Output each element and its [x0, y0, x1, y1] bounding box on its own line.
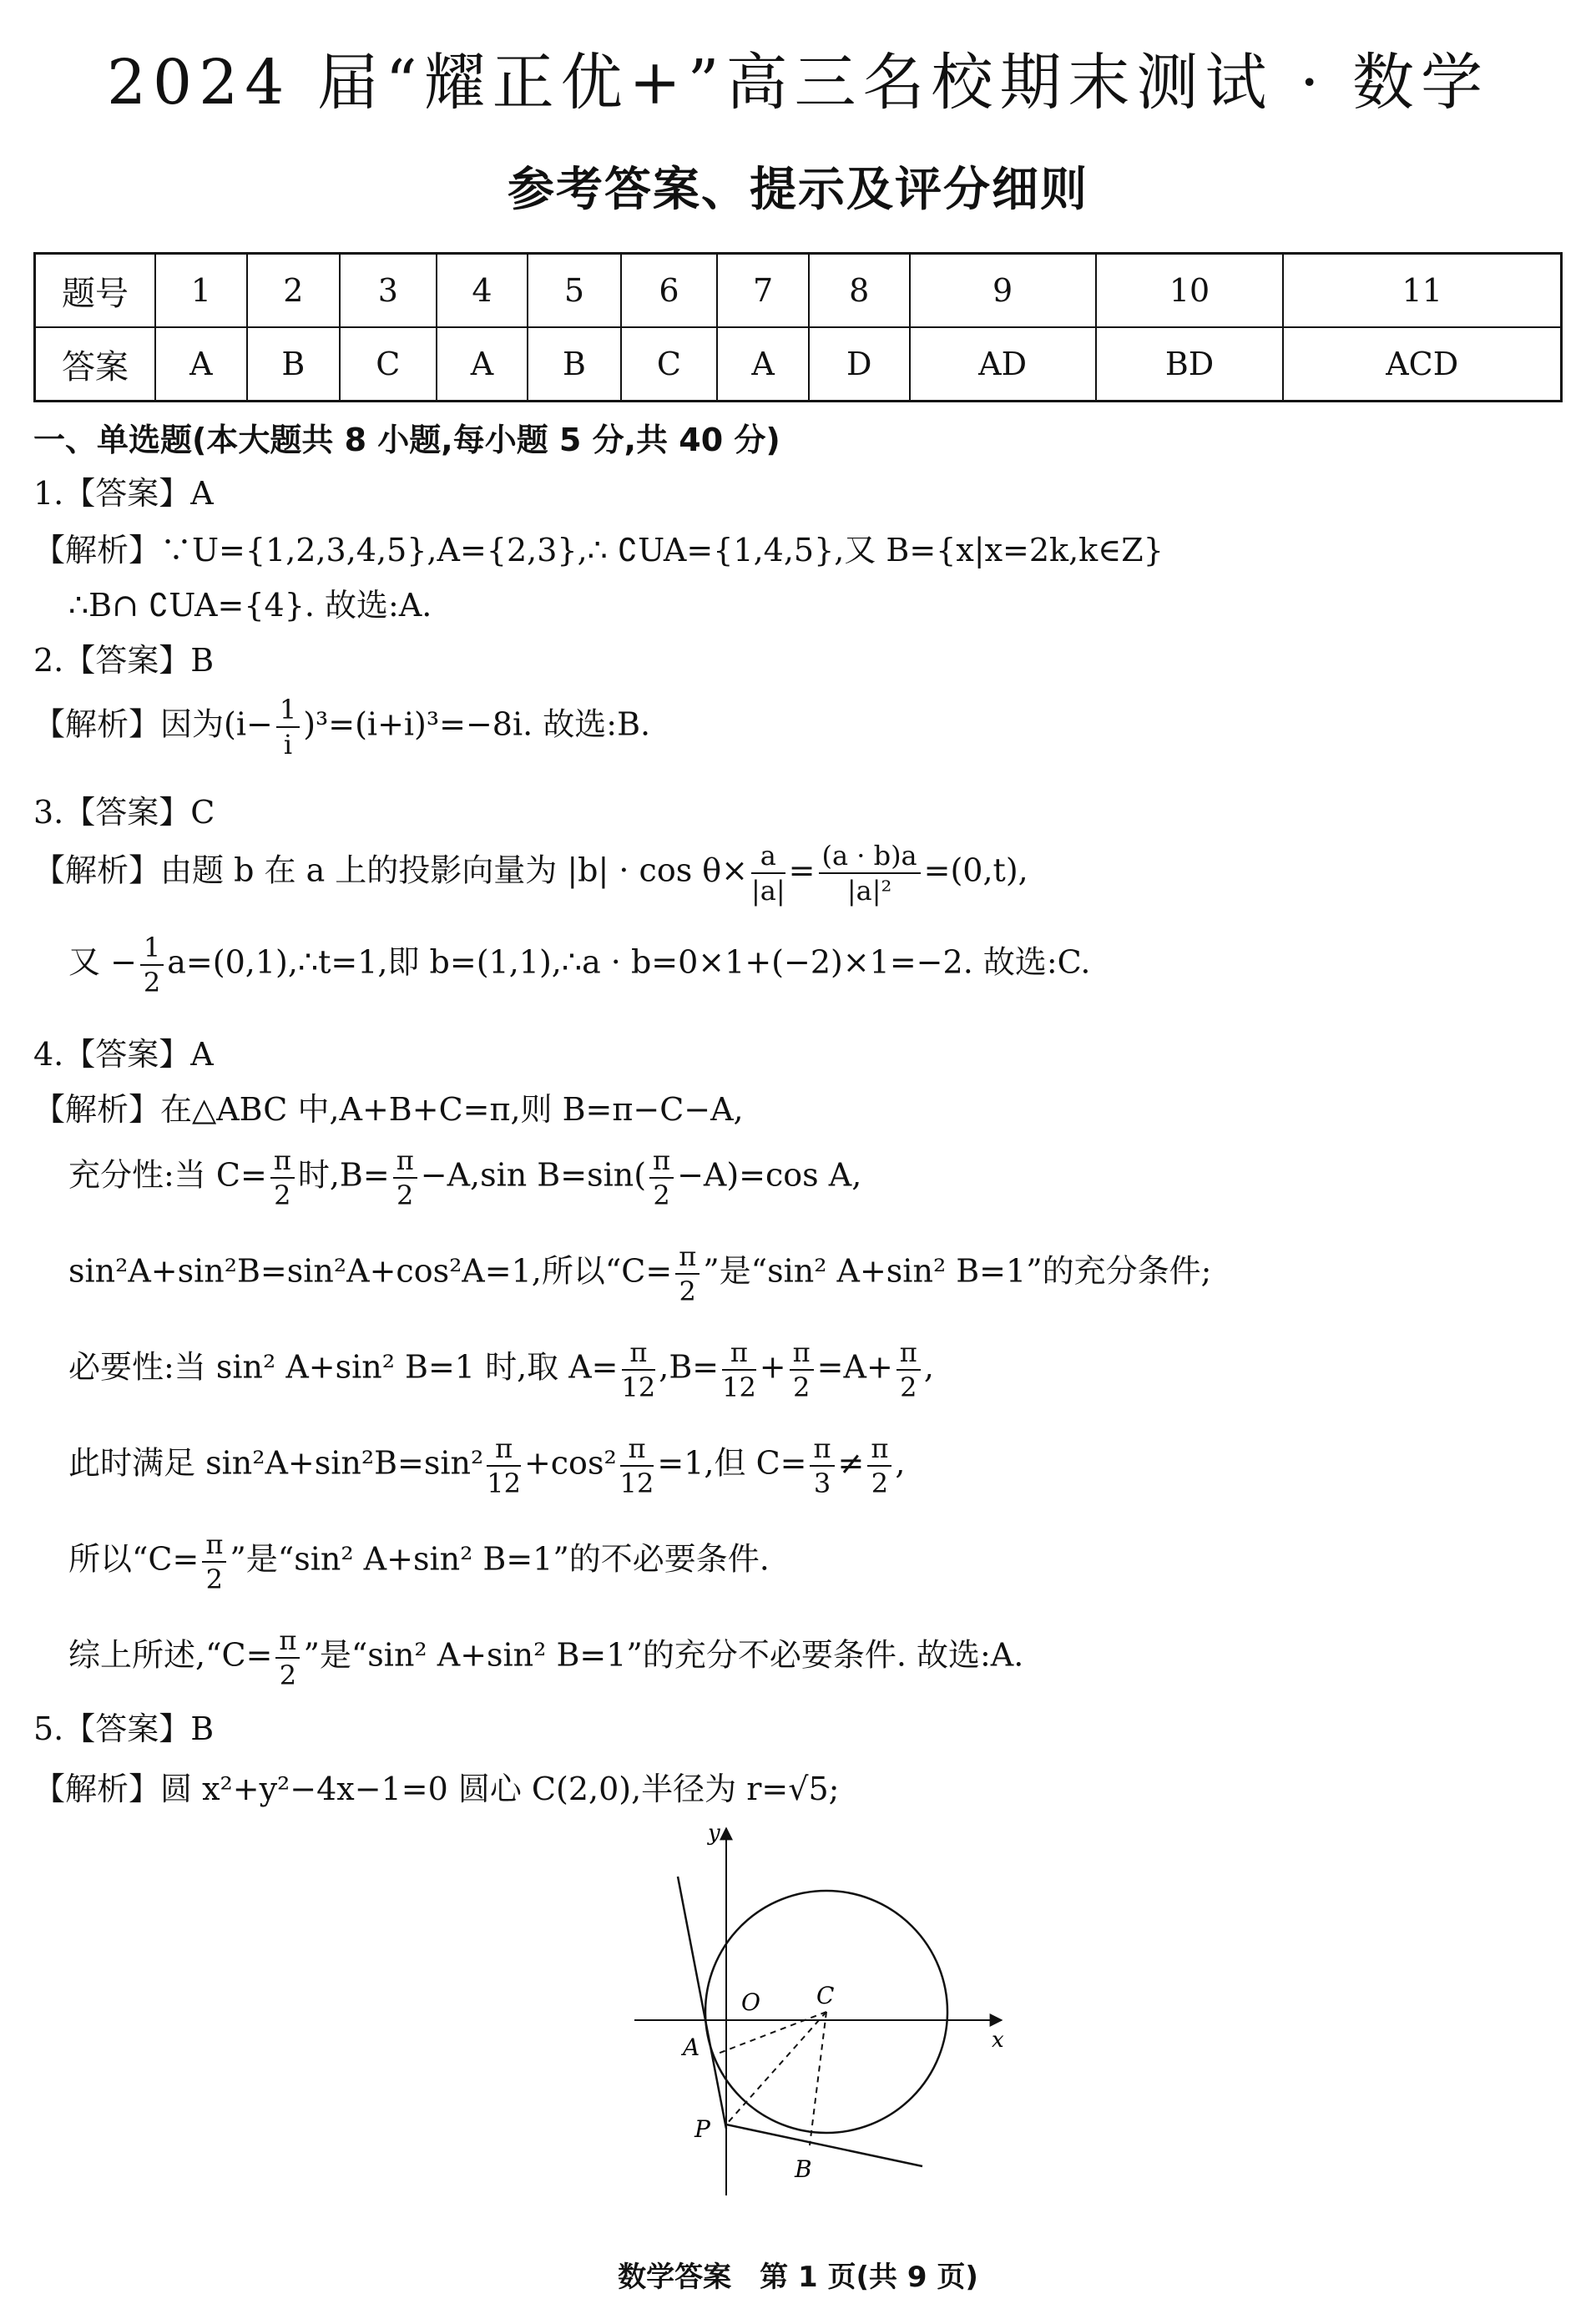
section-heading: 一、单选题(本大题共 8 小题,每小题 5 分,共 40 分) [33, 422, 780, 458]
text-run: 充分性:当 C= [68, 1156, 267, 1194]
q4-answer: 4.【答案】A [33, 1036, 214, 1073]
fraction [751, 839, 785, 907]
q4-solution-line5 [68, 1432, 905, 1500]
text-run: −A)=cos A, [677, 1156, 862, 1194]
text-run: , [895, 1444, 906, 1482]
page-title: 2024 届“耀正优+”高三名校期末测试 · 数学 [106, 47, 1490, 119]
page-footer: 数学答案 第 1 页(共 9 页) [618, 2261, 978, 2294]
denominator: 12 [619, 1468, 654, 1499]
segment-ca [718, 2012, 826, 2054]
table-row-numbers [35, 254, 1562, 328]
text-run: −A,sin B=sin( [420, 1156, 647, 1194]
text-run: ≠ [837, 1444, 865, 1482]
numerator: π [202, 1528, 226, 1563]
q5-answer: 5.【答案】B [33, 1710, 215, 1747]
numerator: 1 [140, 931, 164, 966]
label-y: y [708, 1821, 720, 1846]
table-cell: ACD [1283, 327, 1561, 402]
fraction [622, 1336, 656, 1404]
numerator: π [649, 1144, 674, 1179]
fraction [675, 1240, 700, 1308]
fraction [649, 1144, 674, 1212]
fraction [896, 1336, 921, 1404]
table-row-answers [35, 327, 1562, 402]
table-cell: 9 [910, 254, 1096, 328]
table-cell: B [247, 327, 340, 402]
fraction [487, 1432, 521, 1500]
denominator: 2 [679, 1276, 696, 1307]
table-cell: 1 [155, 254, 247, 328]
table-cell: 10 [1096, 254, 1284, 328]
numerator: 1 [276, 693, 300, 728]
fraction [819, 839, 921, 907]
denominator: 2 [900, 1372, 917, 1403]
label-o: O [741, 1988, 760, 2016]
numerator: π [810, 1432, 834, 1467]
q1-answer: 1.【答案】A [33, 475, 214, 512]
numerator: π [867, 1432, 891, 1467]
text-run: 时,B= [297, 1156, 390, 1194]
denominator: |a| [751, 875, 785, 907]
table-header-number: 题号 [35, 254, 156, 328]
text-run: 必要性:当 sin² A+sin² B=1 时,取 A= [68, 1348, 619, 1386]
text-run: ”是“sin² A+sin² B=1”的充分条件; [703, 1252, 1212, 1290]
table-cell: A [717, 327, 809, 402]
answer-table [33, 252, 1563, 402]
segment-cb [810, 2012, 826, 2145]
text-run: +cos² [523, 1444, 617, 1482]
denominator: 2 [143, 967, 161, 998]
label-x: x [992, 2028, 1004, 2053]
segment-cp [726, 2012, 826, 2124]
numerator: a [751, 839, 785, 874]
fraction [140, 931, 164, 999]
fraction [810, 1432, 834, 1500]
text-run: sin²A+sin²B=sin²A+cos²A=1,所以“C= [68, 1252, 673, 1290]
numerator: π [620, 1432, 654, 1467]
table-cell: 6 [621, 254, 718, 328]
q4-solution-line3 [68, 1240, 1211, 1308]
label-a: A [683, 2034, 700, 2061]
numerator: π [393, 1144, 417, 1179]
denominator: 2 [871, 1468, 889, 1499]
q1-solution-line1: 【解析】∵U={1,2,3,4,5},A={2,3},∴ ∁UA={1,4,5},又 B={x|x=2k,k∈Z} [33, 532, 1164, 568]
table-cell: 7 [717, 254, 809, 328]
numerator: π [275, 1624, 300, 1659]
text-run: a=(0,1),∴t=1,即 b=(1,1),∴a · b=0×1+(−2)×1=−2. 故选:C. [167, 943, 1091, 981]
numerator: π [487, 1432, 521, 1467]
label-c: C [816, 1982, 835, 2009]
denominator: 3 [813, 1468, 831, 1499]
denominator: 12 [722, 1372, 756, 1403]
fraction [790, 1336, 814, 1404]
text-run: , [923, 1348, 934, 1386]
numerator: π [896, 1336, 921, 1371]
fraction [275, 1624, 300, 1692]
text-run: 【解析】因为(i− [33, 705, 273, 743]
table-cell: 2 [247, 254, 340, 328]
table-cell: A [155, 327, 247, 402]
text-run: =A+ [816, 1348, 893, 1386]
q2-answer: 2.【答案】B [33, 642, 215, 679]
numerator: π [675, 1240, 700, 1275]
fraction [270, 1144, 295, 1212]
text-run: )³=(i+i)³=−8i. 故选:B. [303, 705, 651, 743]
fraction [393, 1144, 417, 1212]
text-run: 综上所述,“C= [68, 1636, 273, 1674]
text-run: 【解析】由题 b 在 a 上的投影向量为 |b| · cos θ× [33, 851, 749, 889]
denominator: 12 [487, 1468, 521, 1499]
denominator: 2 [653, 1180, 670, 1211]
q1-solution-line2: ∴B∩ ∁UA={4}. 故选:A. [68, 587, 432, 624]
table-header-answer: 答案 [35, 327, 156, 402]
text-run: ”是“sin² A+sin² B=1”的不必要条件. [230, 1540, 770, 1578]
text-run: 所以“C= [68, 1540, 200, 1578]
table-cell: AD [910, 327, 1096, 402]
denominator: 2 [274, 1180, 291, 1211]
text-run: ”是“sin² A+sin² B=1”的充分不必要条件. 故选:A. [303, 1636, 1024, 1674]
q4-solution-line2 [68, 1144, 861, 1212]
q2-solution [33, 693, 650, 761]
q3-solution-line2 [68, 931, 1090, 999]
q4-solution-line6 [68, 1528, 770, 1596]
table-cell: C [621, 327, 718, 402]
q4-solution-line4 [68, 1336, 934, 1404]
numerator: π [790, 1336, 814, 1371]
text-run: = [788, 851, 816, 889]
numerator: π [270, 1144, 295, 1179]
label-p: P [694, 2115, 710, 2143]
q5-solution-line1: 【解析】圆 x²+y²−4x−1=0 圆心 C(2,0),半径为 r=√5; [33, 1771, 840, 1807]
q3-answer: 3.【答案】C [33, 794, 215, 831]
text-run: 此时满足 sin²A+sin²B=sin² [68, 1444, 484, 1482]
table-cell: C [340, 327, 437, 402]
geometry-figure [601, 1803, 1035, 2204]
text-run: + [759, 1348, 786, 1386]
text-run: =1,但 C= [657, 1444, 807, 1482]
q4-solution-line7 [68, 1624, 1023, 1692]
table-cell: 3 [340, 254, 437, 328]
denominator: i [283, 729, 293, 760]
label-b: B [795, 2155, 812, 2183]
denominator: |a|² [846, 875, 892, 907]
table-cell: B [528, 327, 620, 402]
denominator: 2 [792, 1372, 811, 1403]
fraction [202, 1528, 226, 1596]
table-cell: 11 [1283, 254, 1561, 328]
page-subtitle: 参考答案、提示及评分细则 [508, 163, 1088, 217]
q4-solution-line1: 【解析】在△ABC 中,A+B+C=π,则 B=π−C−A, [33, 1091, 744, 1128]
denominator: 2 [396, 1180, 414, 1211]
fraction [722, 1336, 756, 1404]
tangent-line-pb [726, 2124, 922, 2166]
numerator: π [722, 1336, 756, 1371]
denominator: 12 [621, 1372, 656, 1403]
table-cell: A [437, 327, 528, 402]
numerator: π [622, 1336, 656, 1371]
table-cell: 5 [528, 254, 620, 328]
text-run: 又 − [68, 943, 137, 981]
fraction [867, 1432, 891, 1500]
table-cell: BD [1096, 327, 1284, 402]
denominator: 2 [205, 1564, 224, 1595]
numerator: (a · b)a [819, 839, 921, 874]
table-cell: 8 [809, 254, 910, 328]
text-run: ,B= [659, 1348, 720, 1386]
table-cell: 4 [437, 254, 528, 328]
text-run: =(0,t), [923, 851, 1028, 889]
table-cell: D [809, 327, 910, 402]
fraction [620, 1432, 654, 1500]
tangent-line-pa [678, 1877, 726, 2129]
denominator: 2 [279, 1660, 297, 1691]
q3-solution-line1 [33, 839, 1028, 907]
fraction [276, 693, 300, 761]
